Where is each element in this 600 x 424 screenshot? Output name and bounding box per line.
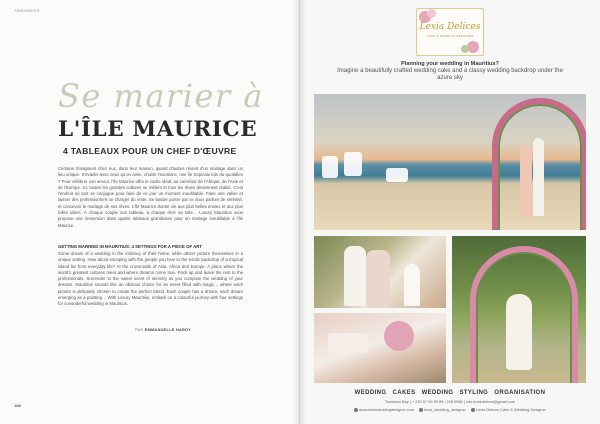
right-page-advert	[300, 0, 600, 424]
article-body-french: Certains l'imaginent chez eux, dans leur maison, quand d'autres rêvent d'un mariage dans un lieu unique. S'évader avec ceux qu'on aime, choisir l'exotisme, une île tropicale loin du quotidien ? Pour célébrer son amour, l'île Maurice offre le cadre idéal, au carrefour de l'Afrique, de l'Asie et de l'Europe. Ici, toutes les grandes cultures se mêlent et tous les rêves deviennent réalité. C'est l'endroit où tout se conjugue pour faire de ce jour un moment inoubliable. Faire une valise et laisser des professionnels se charger du reste. Se laisser porter par ce doux parfum de sérénité, et concevoir le mariage de ses rêves. L'île Maurice donne vie aux plus belles envies et aux plus folles idées. À chaque couple son tableau, à chaque rêve sa toile… Luxury Mauritius vous propose une immersion dans quatre tableaux grandioses pour un mariage inoubliable à l'île Maurice.	[58, 166, 243, 228]
social-website[interactable]: www.lexiaweddingdesigner.com	[354, 407, 414, 412]
couple-cake-photo	[314, 236, 446, 308]
credit-name: EMMANUELLE HARDY	[144, 328, 191, 332]
wedding-cake	[404, 264, 420, 306]
social-facebook[interactable]: Lexia Delices Cake & Wedding Designer	[471, 407, 546, 412]
ad-intro: Imagine a beautifully crafted wedding cake and a classy wedding backdrop under the azure sky	[337, 68, 563, 82]
leaf-icon	[461, 45, 469, 53]
social-links	[308, 407, 592, 412]
ad-headline: Planning your wedding in Mauritius?	[401, 61, 499, 67]
bride-figure	[366, 250, 390, 308]
page-title: L'ÎLE MAURICE	[58, 117, 258, 142]
bride-figure	[506, 294, 532, 370]
logo-name: Lexia Delices	[419, 22, 481, 32]
article-body-english: Some dream of a wedding in the intimacy of their home, while others picture themselves in a unique setting. How about escaping with the people you love to the exotic backdrop of a tropical island far from everyday life? At the crossroads of Asia, Africa and Europe. A place where the world's greatest cultures meet and where dreams come true. Pack up and leave the rest to the professionals. Surrender to the sweet scent of serenity as you compose the wedding of your dreams. Mauritius sounds like an obvious choice for an event filled with magic… where each picture is delicately chosen to create the perfect blend. Each couple has a dream, each dream emerging as a painting… With Luxury Mauritius, embark on a colourful journey with four settings for a wonderful wedding in Mauritius.	[58, 251, 243, 307]
contact-line: Tombeau Bay | + 230 57 95 95 89 / 226 0980 | info.lexiadelices@gmail.com	[384, 399, 516, 404]
table-decor-photo	[314, 313, 446, 383]
table	[386, 168, 408, 182]
chair	[344, 152, 362, 176]
flower-arrangement	[384, 321, 414, 351]
globe-icon	[354, 408, 358, 412]
credit-prefix: PAR	[135, 328, 144, 332]
logo-tagline: CAKE & WEDDING DESIGNER	[426, 34, 474, 38]
groom-figure	[344, 246, 366, 306]
brand-logo	[416, 8, 484, 56]
left-page	[0, 0, 299, 424]
flower-icon	[427, 9, 436, 18]
instagram-icon	[419, 408, 423, 412]
section-heading: GETTING MARRIED IN MAURITIUS: 4 SETTINGS FOR A PIECE OF ART	[58, 244, 202, 249]
social-instagram[interactable]: lexia_wedding_designer	[419, 407, 466, 412]
page-subtitle: 4 TABLEAUX POUR UN CHEF D'ŒUVRE	[63, 146, 237, 156]
bride-figure	[520, 146, 532, 216]
plate	[328, 333, 368, 353]
chair	[322, 156, 338, 178]
author-credit	[135, 328, 191, 332]
script-title: Se marier à	[58, 77, 264, 115]
page-number: 108	[14, 403, 21, 408]
facebook-icon	[471, 408, 475, 412]
groom-figure	[533, 138, 544, 216]
running-head: TENDANCES	[14, 9, 40, 13]
beach-ceremony-photo	[314, 94, 586, 230]
services-list: WEDDING CAKES WEDDING STYLING ORGANISATION	[354, 390, 546, 396]
floral-arch-photo	[452, 236, 586, 383]
